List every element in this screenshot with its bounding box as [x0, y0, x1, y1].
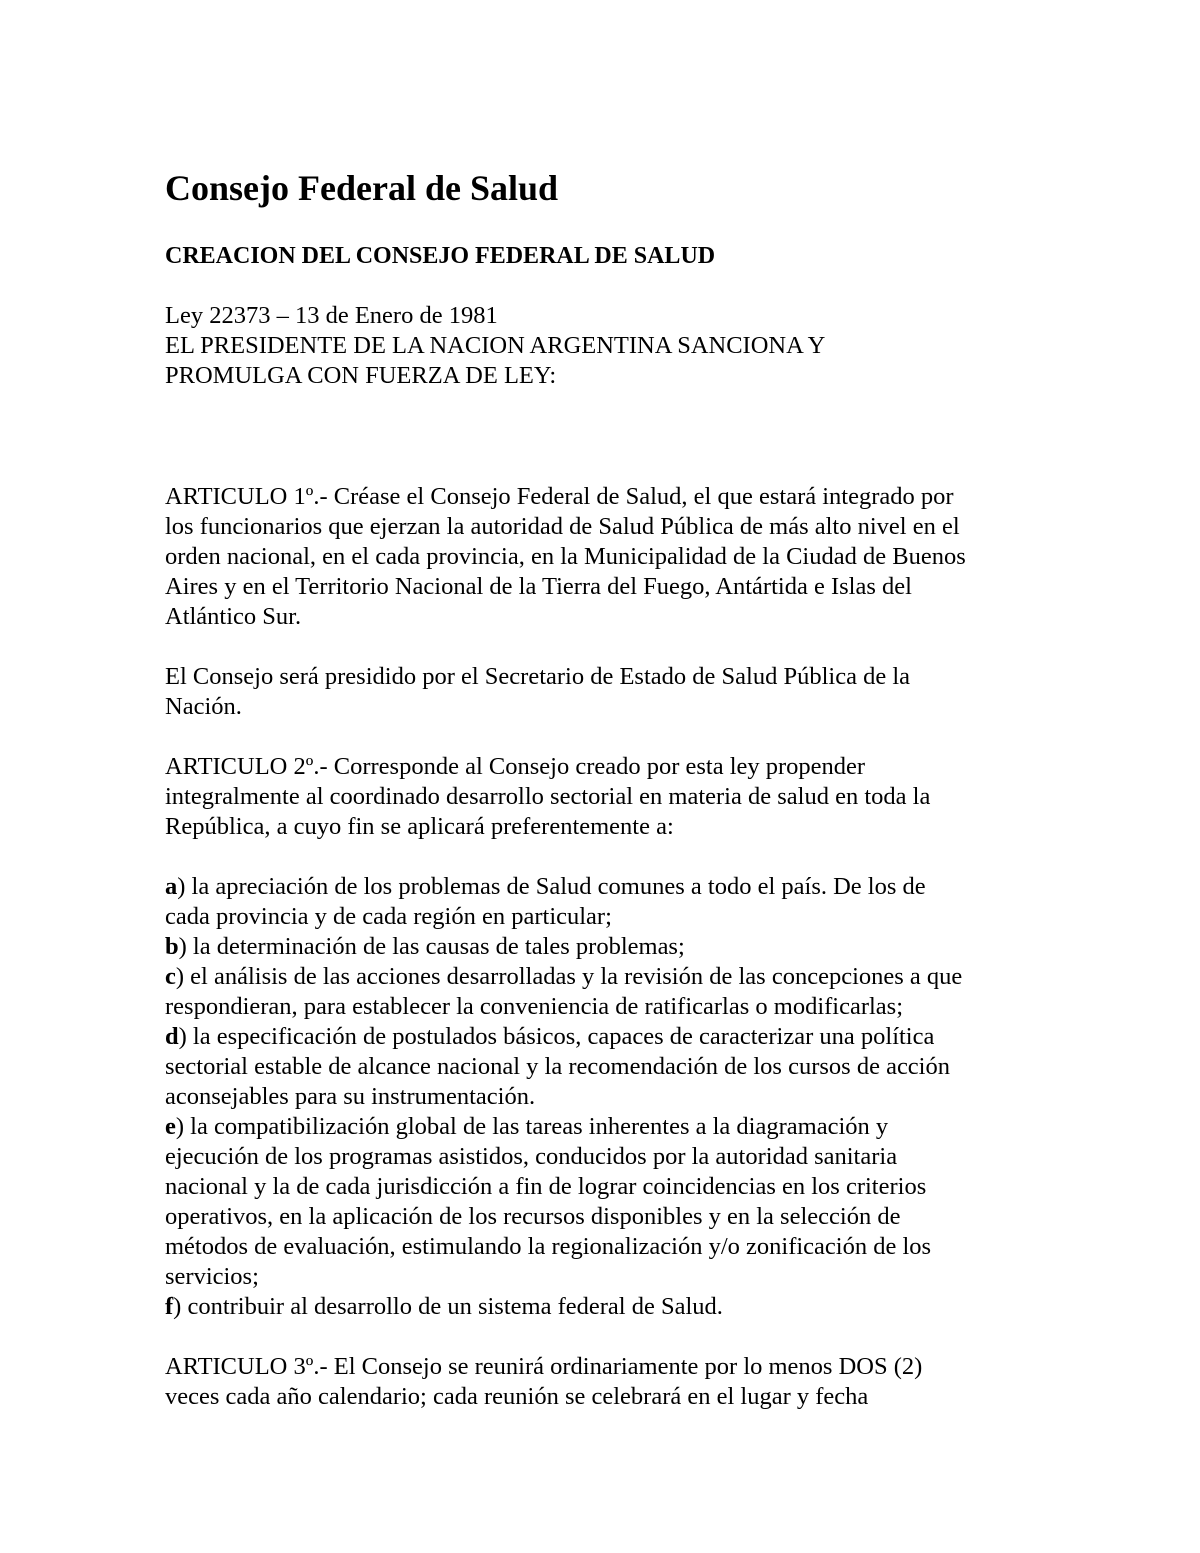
- list-item: [165, 962, 1045, 1022]
- list-item: [165, 872, 1045, 932]
- item-letter: b: [165, 933, 179, 960]
- decree-lines: EL PRESIDENTE DE LA NACION ARGENTINA SANCIONA Y PROMULGA CON FUERZA DE LEY:: [165, 332, 826, 389]
- article-1-paragraph-2: El Consejo será presidido por el Secretario de Estado de Salud Pública de la Nación.: [165, 663, 911, 720]
- item-letter: d: [165, 1023, 179, 1050]
- list-item: [165, 932, 1045, 962]
- law-line: Ley 22373 – 13 de Enero de 1981: [165, 302, 498, 329]
- item-text: ) contribuir al desarrollo de un sistema federal de Salud.: [173, 1293, 723, 1320]
- item-text: ) la apreciación de los problemas de Salud comunes a todo el país. De los de cada provincia y de cada región en particular;: [165, 873, 926, 930]
- document-page: [165, 168, 1045, 1412]
- item-letter: f: [165, 1293, 174, 1320]
- list-item: [165, 1112, 1045, 1292]
- item-text: ) la especificación de postulados básicos, capaces de caracterizar una política sectorial estable de alcance nacional y la recomendación de los cursos de acción aconsejables para su instrumentación.: [165, 1023, 950, 1110]
- item-text: ) la compatibilización global de las tareas inherentes a la diagramación y ejecución de los programas asistidos, conducidos por la autoridad sanitaria nacional y la de cada jurisdicción a fin de lograr coincidencias en los criterios operativos, en la aplicación de los recursos disponibles y en la selección de métodos de evaluación, estimulando la regionalización y/o zonificación de los servicios;: [165, 1113, 932, 1290]
- list-item: [165, 1292, 1045, 1322]
- article-1: ARTICULO 1º.- Créase el Consejo Federal de Salud, el que estará integrado por los funcionarios que ejerzan la autoridad de Salud Pública de más alto nivel en el orden nacional, en el cada provincia, en la Municipalidad de la Ciudad de Buenos Aires y en el Territorio Nacional de la Tierra del Fuego, Antártida e Islas del Atlántico Sur.: [165, 483, 966, 630]
- item-letter: c: [165, 963, 176, 990]
- item-letter: e: [165, 1113, 176, 1140]
- item-text: ) la determinación de las causas de tales problemas;: [178, 933, 685, 960]
- article-3: ARTICULO 3º.- El Consejo se reunirá ordinariamente por lo menos DOS (2) veces cada año calendario; cada reunión se celebrará en el lugar y fecha: [165, 1353, 923, 1410]
- article-2: ARTICULO 2º.- Corresponde al Consejo creado por esta ley propender integralmente al coordinado desarrollo sectorial en materia de salud en toda la República, a cuyo fin se aplicará preferentemente a:: [165, 753, 931, 840]
- list-item: [165, 1022, 1045, 1112]
- document-subtitle: CREACION DEL CONSEJO FEDERAL DE SALUD: [165, 243, 716, 269]
- document-title: Consejo Federal de Salud: [165, 168, 559, 208]
- article-2-items: [165, 872, 1045, 1322]
- law-header: [165, 301, 1045, 391]
- item-letter: a: [165, 873, 178, 900]
- item-text: ) el análisis de las acciones desarrolladas y la revisión de las concepciones a que respondieran, para establecer la conveniencia de ratificarlas o modificarlas;: [165, 963, 963, 1020]
